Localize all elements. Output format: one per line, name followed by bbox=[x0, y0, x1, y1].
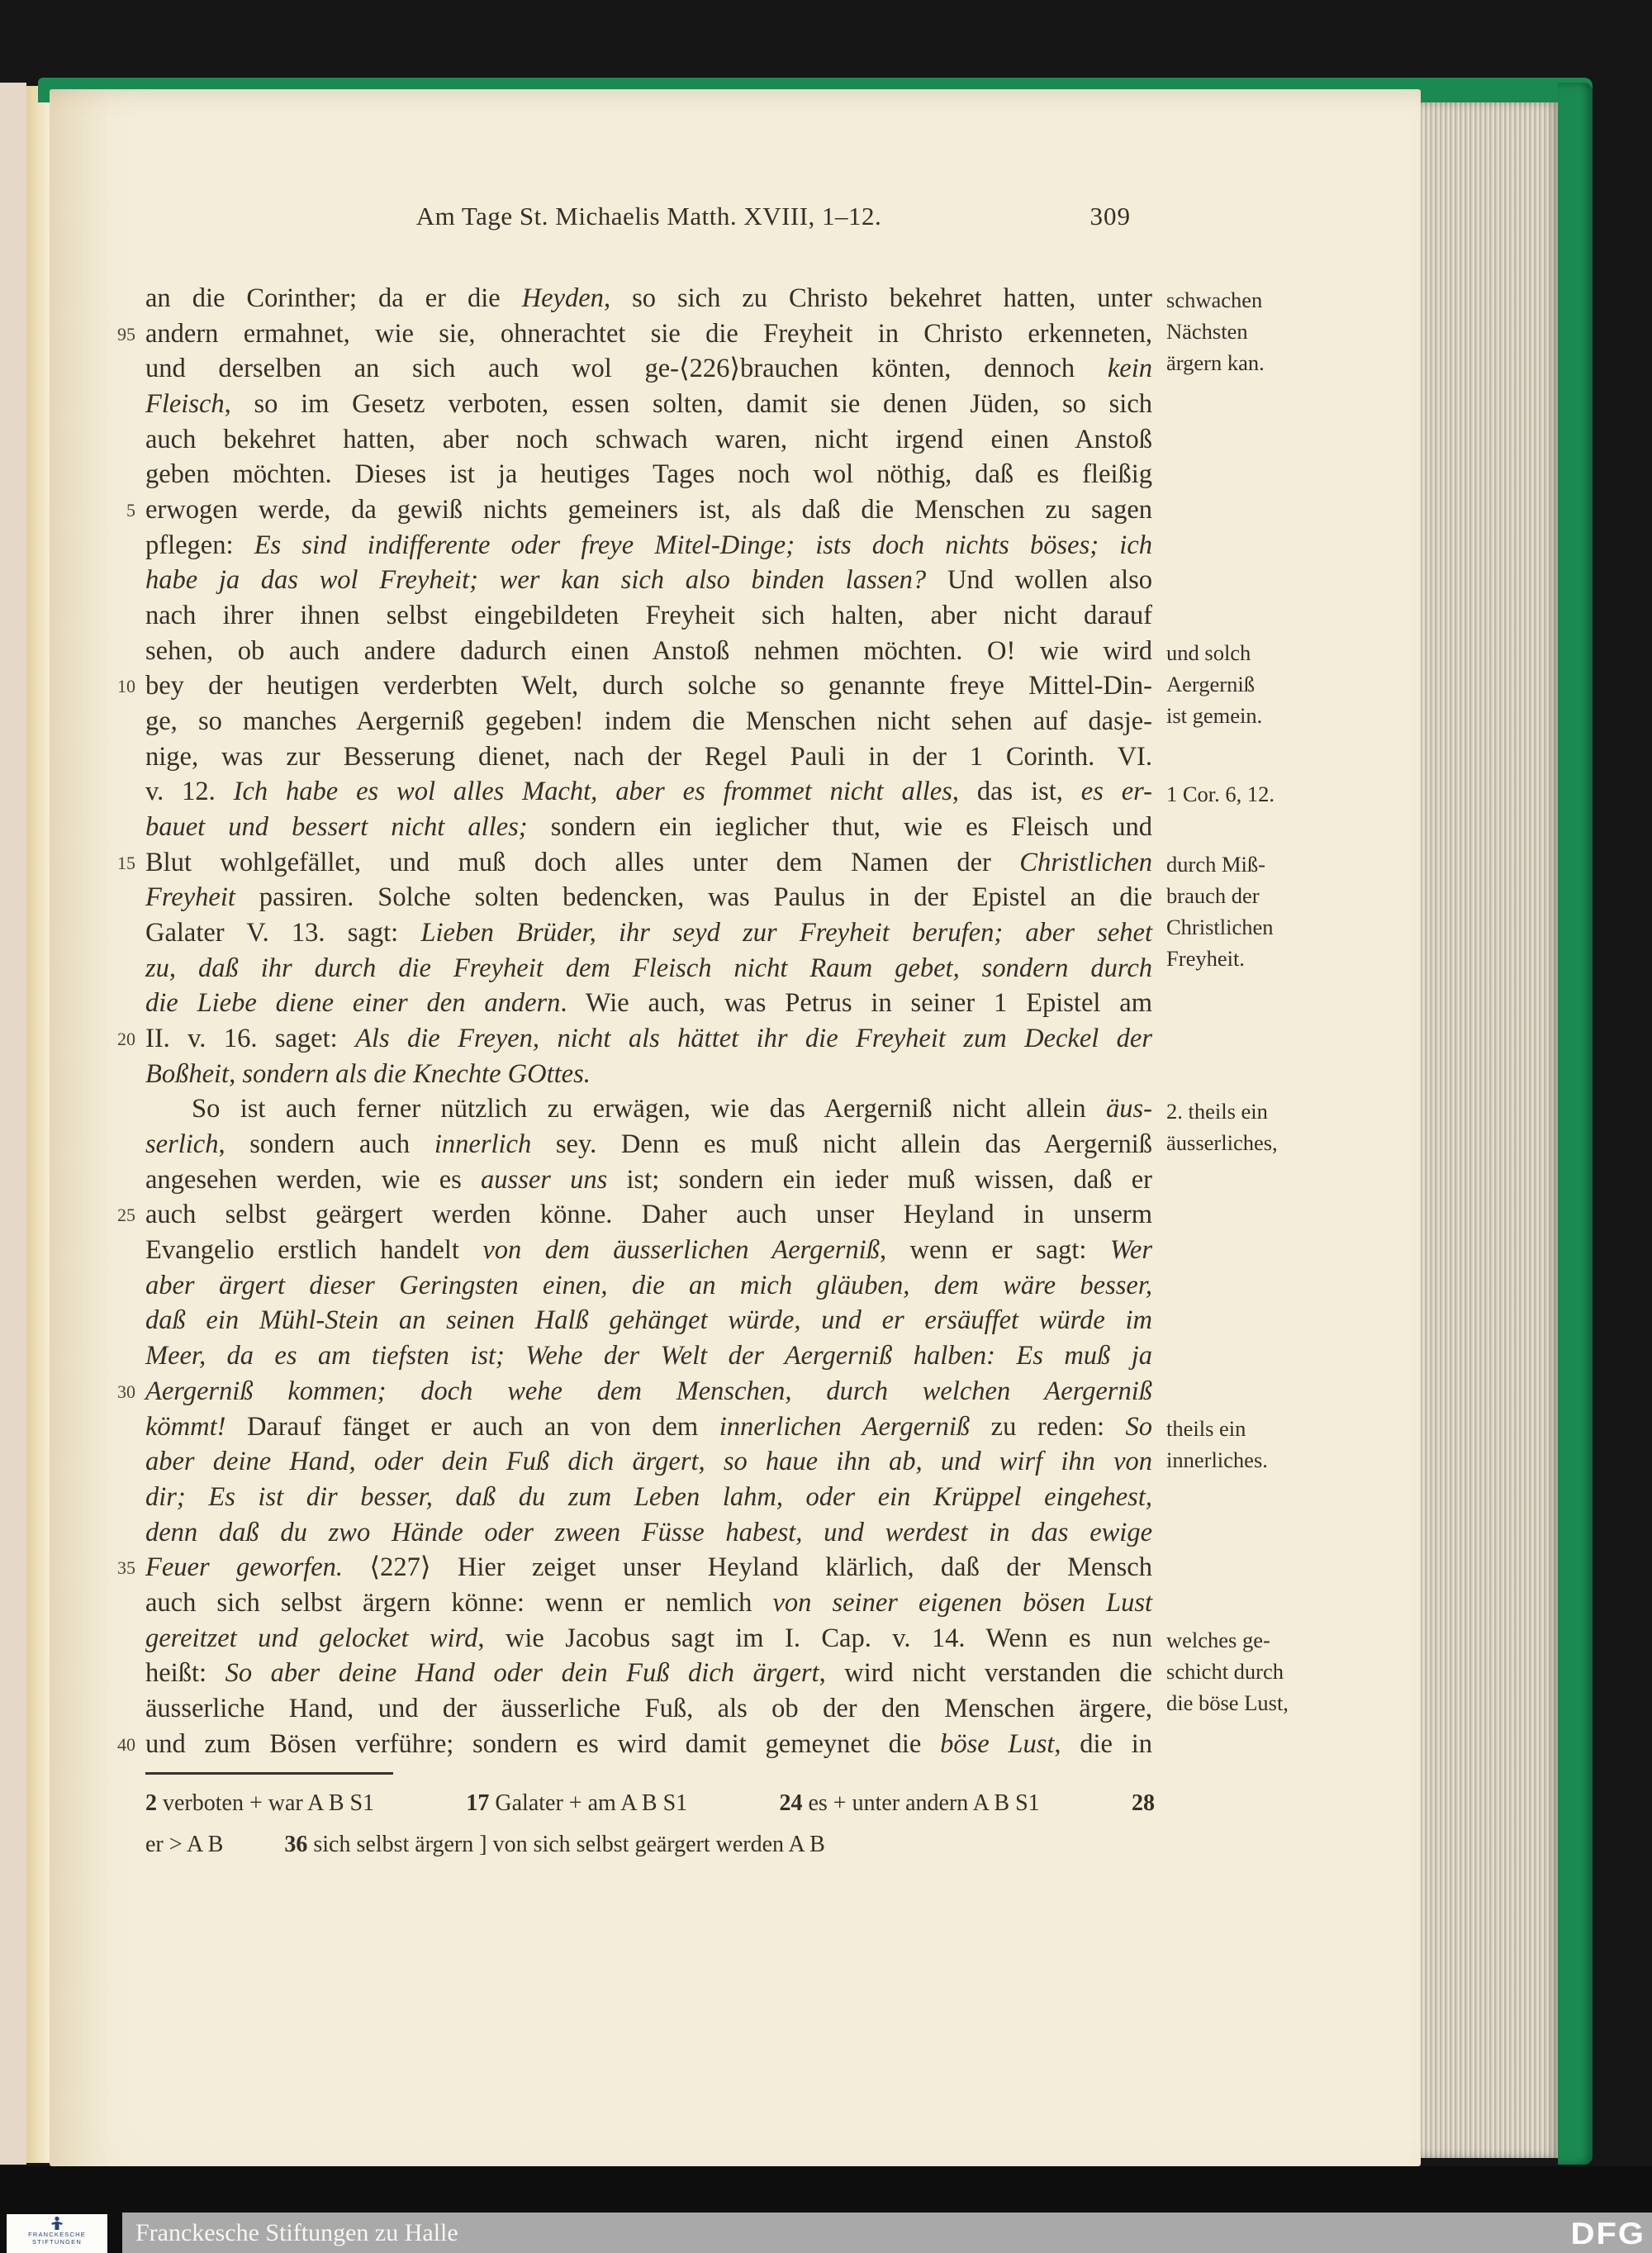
line-number: 25 bbox=[117, 1205, 135, 1226]
text-line: gereitzet und gelocket wird, wie Jacobus sagt im I. Cap. v. 14. Wenn es nun bbox=[145, 1623, 1152, 1653]
text-line: dir; Es ist dir besser, daß du zum Leben lahm, oder ein Krüppel eingehest, bbox=[145, 1481, 1152, 1512]
text-line: 40 und zum Bösen verführe; sondern es wird damit gemeynet die böse Lust, die in bbox=[145, 1727, 1152, 1762]
book-gutter bbox=[26, 86, 51, 2163]
line-number: 30 bbox=[117, 1381, 135, 1402]
margin-note: 1 Cor. 6, 12. bbox=[1166, 781, 1275, 806]
text-line: serlich, sondern auch innerlich sey. Denn es muß nicht allein das Aergerniß bbox=[145, 1129, 1153, 1160]
franckesche-stiftungen-logo bbox=[7, 2214, 107, 2253]
apparatus-row-1 bbox=[145, 1790, 1155, 1818]
apparatus-entry: er > A B bbox=[145, 1832, 224, 1857]
line-number: 40 bbox=[117, 1733, 135, 1755]
margin-note: schwachen Nächsten ärgern kan. bbox=[1166, 288, 1265, 375]
apparatus-entry: 24 es + unter andern A B S1 bbox=[779, 1790, 1040, 1816]
text-line: und derselben an sich auch wol ge-⟨226⟩brauchen könten, dennoch kein bbox=[145, 354, 1152, 384]
text-line: habe ja das wol Freyheit; wer kan sich also binden lassen? Und wollen also bbox=[145, 565, 1152, 596]
text-line: angesehen werden, wie es ausser uns ist; sondern ein ieder muß wissen, daß er bbox=[145, 1164, 1152, 1195]
apparatus-entry: 36 sich selbst ärgern ] von sich selbst geärgert werden A B bbox=[284, 1832, 825, 1857]
logo-text-line1: FRANCKESCHE bbox=[28, 2231, 86, 2238]
book-cover-right-edge bbox=[1558, 83, 1593, 2165]
line-number: 95 bbox=[117, 323, 135, 345]
line-number: 35 bbox=[117, 1557, 135, 1579]
text-line: an die Corinther; da er die Heyden, so sich zu Christo bekehret hatten, unter bbox=[145, 283, 1152, 313]
text-line: sehen, ob auch andere dadurch einen Anstoß nehmen möchten. O! wie wird bbox=[145, 635, 1152, 666]
apparatus-row-2 bbox=[145, 1831, 1155, 1859]
footnote-rule bbox=[145, 1772, 393, 1775]
text-line: So ist auch ferner nützlich zu erwägen, wie das Aergerniß nicht allein äus- bbox=[192, 1094, 1152, 1124]
text-line: auch sich selbst ärgern könne: wenn er nemlich von seiner eigenen bösen Lust bbox=[145, 1587, 1152, 1618]
text-line: Evangelio erstlich handelt von dem äusserlichen Aergerniß, wenn er sagt: Wer bbox=[145, 1235, 1152, 1266]
text-line: Fleisch, so im Gesetz verboten, essen solten, damit sie denen Jüden, so sich bbox=[145, 389, 1152, 420]
text-line: kömmt! Darauf fänget er auch an von dem innerlichen Aergerniß zu reden: So bbox=[145, 1411, 1152, 1442]
text-line: v. 12. Ich habe es wol alles Macht, aber es frommet nicht alles, das ist, es er- bbox=[145, 777, 1152, 807]
text-line: auch bekehret hatten, aber noch schwach waren, nicht irgend einen Anstoß bbox=[145, 424, 1152, 454]
body-text bbox=[117, 281, 1153, 1761]
text-line: Freyheit passiren. Solche solten bedencken, was Paulus in der Epistel an die bbox=[145, 882, 1152, 913]
apparatus-entry: 28 bbox=[1131, 1790, 1155, 1816]
foundation-emblem-icon bbox=[49, 2216, 65, 2231]
library-name: Franckesche Stiftungen zu Halle bbox=[135, 2218, 458, 2246]
text-line: 20 II. v. 16. saget: Als die Freyen, nicht als hättet ihr die Freyheit zum Deckel der bbox=[145, 1021, 1152, 1057]
text-line: denn daß du zwo Hände oder zween Füsse habest, und werdest in das ewige bbox=[145, 1517, 1152, 1547]
page-number: 309 bbox=[1089, 202, 1131, 231]
margin-note: welches ge- schicht durch die böse Lust, bbox=[1166, 1627, 1289, 1715]
book-page bbox=[50, 89, 1421, 2166]
left-page-edge bbox=[0, 83, 26, 2165]
text-line: aber ärgert dieser Geringsten einen, die an mich gläuben, dem wäre besser, bbox=[145, 1270, 1152, 1300]
fore-edge-page-stack bbox=[1417, 102, 1559, 2158]
text-line: pflegen: Es sind indifferente oder freye Mitel-Dinge; ists doch nichts böses; ich bbox=[145, 530, 1152, 560]
margin-note: durch Miß- brauch der Christlichen Freyheit. bbox=[1166, 851, 1274, 971]
line-number: 15 bbox=[117, 852, 135, 873]
text-line: Boßheit, sondern als die Knechte GOttes. bbox=[145, 1058, 591, 1089]
text-line: ge, so manches Aergerniß gegeben! indem die Menschen nicht sehen auf dasje- bbox=[145, 706, 1152, 737]
running-header bbox=[145, 202, 1152, 231]
text-line: 15 Blut wohlgefället, und muß doch alles unter dem Namen der Christlichen bbox=[145, 845, 1152, 881]
text-line: 10 bey der heutigen verderbten Welt, durch solche so genannte freye Mittel-Din- bbox=[145, 668, 1152, 704]
apparatus-entry: 2 verboten + war A B S1 bbox=[145, 1790, 375, 1816]
text-line: zu, daß ihr durch die Freyheit dem Fleisch nicht Raum gebet, sondern durch bbox=[145, 953, 1152, 983]
text-line: 25 auch selbst geärgert werden könne. Daher auch unser Heyland in unserm bbox=[145, 1197, 1152, 1233]
text-line: 35 Feuer geworfen. ⟨227⟩ Hier zeiget unser Heyland klärlich, daß der Mensch bbox=[145, 1550, 1152, 1585]
line-number: 5 bbox=[126, 500, 135, 521]
dfg-logo: DFG bbox=[1570, 2217, 1645, 2251]
margin-note: theils ein innerliches. bbox=[1166, 1415, 1268, 1472]
text-line: nach ihrer ihnen selbst eingebildeten Freyheit sich halten, aber nicht darauf bbox=[145, 601, 1152, 631]
library-banner bbox=[122, 2213, 1652, 2253]
page-title: Am Tage St. Michaelis Matth. XVIII, 1–12. bbox=[415, 202, 882, 231]
line-number: 10 bbox=[117, 676, 135, 697]
text-line: 5 erwogen werde, da gewiß nichts gemeiners ist, als daß die Menschen zu sagen bbox=[145, 492, 1152, 528]
text-line: geben möchten. Dieses ist ja heutiges Tages noch wol nöthig, daß es fleißig bbox=[145, 459, 1152, 490]
text-line: aber deine Hand, oder dein Fuß dich ärgert, so haue ihn ab, und wirf ihn von bbox=[145, 1447, 1152, 1477]
margin-note: und solch Aergerniß ist gemein. bbox=[1166, 639, 1263, 728]
text-line: 95 andern ermahnet, wie sie, ohnerachtet sie die Freyheit in Christo erkenneten, bbox=[145, 316, 1152, 352]
text-line: äusserliche Hand, und der äusserliche Fuß, als ob der den Menschen ärgere, bbox=[145, 1693, 1152, 1723]
text-line: daß ein Mühl-Stein an seinen Halß gehänget würde, und er ersäuffet würde im bbox=[145, 1305, 1152, 1336]
text-line: die Liebe diene einer den andern. Wie auch, was Petrus in seiner 1 Epistel am bbox=[145, 988, 1152, 1019]
text-line: heißt: So aber deine Hand oder dein Fuß dich ärgert, wird nicht verstanden die bbox=[145, 1658, 1152, 1689]
text-line: nige, was zur Besserung dienet, nach der Regel Pauli in der 1 Corinth. VI. bbox=[145, 741, 1152, 772]
text-line: Galater V. 13. sagt: Lieben Brüder, ihr seyd zur Freyheit berufen; aber sehet bbox=[145, 918, 1152, 948]
text-line: bauet und bessert nicht alles; sondern ein ieglicher thut, wie es Fleisch und bbox=[145, 812, 1152, 843]
apparatus-entry: 17 Galater + am A B S1 bbox=[466, 1790, 688, 1816]
text-line: Meer, da es am tiefsten ist; Wehe der Welt der Aergerniß halben: Es muß ja bbox=[145, 1341, 1152, 1371]
logo-text-line2: STIFTUNGEN bbox=[32, 2238, 82, 2246]
line-number: 20 bbox=[117, 1029, 135, 1050]
text-line: 30 Aergerniß kommen; doch wehe dem Menschen, durch welchen Aergerniß bbox=[145, 1374, 1152, 1409]
margin-note: 2. theils ein äusserliches, bbox=[1166, 1098, 1278, 1155]
